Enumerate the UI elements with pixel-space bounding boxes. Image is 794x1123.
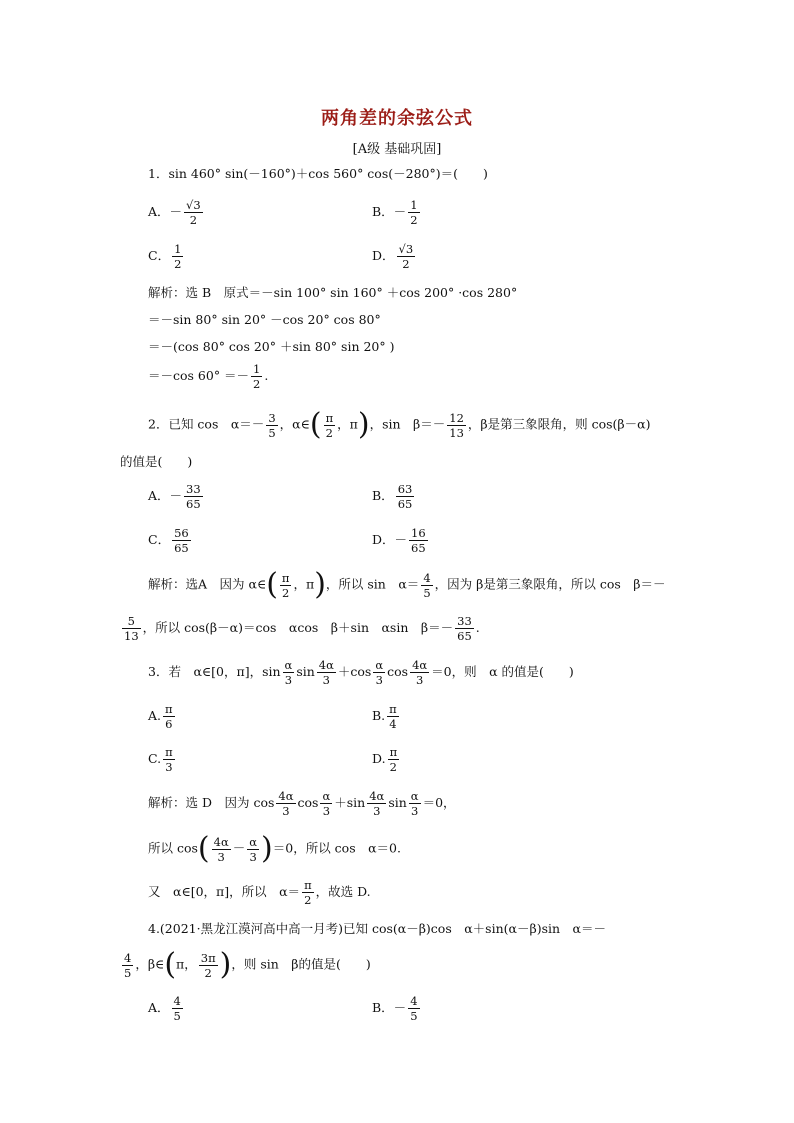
- fraction: [212, 835, 231, 864]
- numerator: 4α: [318, 658, 334, 672]
- numerator: π: [304, 878, 312, 892]
- option-label: C．: [148, 532, 171, 547]
- page-title: 两角差的余弦公式: [321, 108, 473, 129]
- text: ，sin β＝－: [369, 416, 446, 432]
- numerator: α: [284, 658, 293, 672]
- numerator: 4: [173, 994, 181, 1008]
- text: ，β∈: [135, 956, 165, 972]
- text: 又 α∈[0，π]，所以 α＝: [148, 884, 301, 899]
- question-2-stem-line-2: 的值是( ): [120, 454, 193, 469]
- fraction: [172, 526, 191, 555]
- numerator: π: [389, 745, 398, 759]
- fraction: [320, 789, 332, 818]
- q3-option-c: [148, 745, 177, 774]
- numerator: 4α: [278, 789, 294, 803]
- text: ，则 sin β的值是( ): [231, 956, 371, 972]
- text: ，因为 β是第三象限角，所以 cos β＝－: [434, 576, 666, 592]
- q2-solution-line-2: [120, 614, 480, 643]
- q1-option-c: [148, 242, 185, 271]
- fraction: [172, 242, 183, 271]
- q1-option-b: [372, 198, 422, 227]
- denominator: 2: [389, 760, 397, 774]
- text: 3．若 α∈[0，π]，sin: [148, 664, 281, 679]
- numerator: 1: [174, 242, 182, 256]
- fraction: [409, 526, 428, 555]
- denominator: 5: [124, 965, 132, 980]
- option-label: B．－: [372, 1000, 407, 1015]
- fraction: [266, 411, 277, 440]
- numerator: π: [165, 745, 173, 759]
- q1-solution-line-4: [148, 362, 268, 391]
- numerator: 33: [186, 482, 201, 496]
- q3-solution-line-2: [148, 831, 401, 866]
- numerator: 4α: [412, 658, 428, 672]
- paren-open: (: [197, 831, 210, 866]
- option-label: D．: [372, 248, 395, 263]
- denominator: 2: [204, 965, 212, 980]
- q3-option-b: [372, 702, 401, 731]
- fraction: [408, 994, 419, 1023]
- denominator: 2: [410, 213, 418, 227]
- text: π，: [176, 956, 197, 972]
- q1-solution-line-1: 解析：选 B 原式＝－sin 100° sin 160° ＋cos 200° ·cos 280°: [148, 285, 518, 300]
- option-label: B．－: [372, 204, 407, 219]
- q2-option-d: [372, 526, 430, 555]
- fraction: [199, 951, 218, 980]
- numerator: 33: [457, 614, 472, 628]
- q3-option-a: [148, 702, 177, 731]
- fraction: [172, 994, 183, 1023]
- text: ＝0，所以 cos α＝0.: [272, 840, 401, 856]
- denominator: 3: [322, 804, 331, 818]
- denominator: 2: [325, 425, 333, 440]
- numerator: 4: [423, 570, 431, 585]
- denominator: 3: [415, 673, 424, 687]
- denominator: 5: [268, 425, 276, 440]
- fraction: [408, 198, 419, 227]
- fraction: [455, 614, 474, 643]
- q3-solution-line-1: [148, 789, 456, 818]
- text: ＝0，则 α 的值是( ): [431, 664, 574, 679]
- denominator: 65: [174, 541, 189, 555]
- numerator: α: [375, 658, 384, 672]
- numerator: 4α: [213, 834, 229, 849]
- denominator: 5: [173, 1009, 181, 1023]
- denominator: 3: [249, 849, 257, 864]
- fraction: [302, 878, 314, 907]
- q4-option-b: [372, 994, 422, 1023]
- option-label: D.: [372, 751, 386, 766]
- denominator: 2: [304, 893, 312, 907]
- paren-close: ): [357, 407, 370, 442]
- q2-option-b: [372, 482, 416, 511]
- numerator: 12: [449, 410, 464, 425]
- numerator: 56: [174, 526, 189, 540]
- fraction: [388, 745, 400, 774]
- fraction: [409, 789, 421, 818]
- numerator: 16: [411, 526, 426, 540]
- section-subtitle: [A级 基础巩固]: [352, 142, 442, 157]
- numerator: 4α: [369, 789, 385, 803]
- numerator: 63: [397, 482, 413, 496]
- option-label: D．－: [372, 532, 408, 547]
- paren-open: (: [309, 407, 322, 442]
- denominator: 2: [402, 257, 410, 271]
- denominator: 13: [449, 425, 464, 440]
- text: .: [264, 368, 269, 383]
- numerator: 5: [122, 614, 141, 629]
- denominator: 2: [253, 377, 261, 391]
- numerator: α: [249, 834, 258, 849]
- denominator: 65: [397, 497, 413, 511]
- question-4-stem: 4.(2021·黑龙江漠河高中高一月考)已知 cos(α－β)cos α＋sin(α－β)sin α＝－: [148, 921, 606, 936]
- q4-option-a: [148, 994, 185, 1023]
- denominator: 13: [124, 629, 139, 643]
- fraction: [324, 411, 336, 440]
- numerator: √3: [186, 198, 201, 212]
- q1-solution-line-2: ＝－sin 80° sin 20° －cos 20° cos 80°: [148, 312, 381, 327]
- q3-solution-line-3: [148, 878, 371, 907]
- denominator: 5: [423, 585, 431, 600]
- text: cos: [387, 664, 409, 679]
- text: －: [232, 840, 246, 856]
- text: ，所以 sin α＝: [325, 576, 420, 592]
- option-label: B．: [372, 488, 394, 503]
- option-label: C.: [148, 751, 162, 766]
- denominator: 6: [165, 717, 173, 731]
- question-3-stem: [148, 658, 574, 687]
- numerator: 4: [124, 950, 132, 965]
- text: 解析：选A 因为 α∈: [148, 576, 267, 592]
- text: .: [475, 620, 480, 635]
- numerator: 1: [253, 362, 261, 376]
- fraction: [447, 411, 466, 440]
- numerator: √3: [398, 242, 414, 256]
- option-label: B.: [372, 708, 386, 723]
- question-4-stem-line-2: [120, 947, 371, 982]
- option-label: A．－: [148, 204, 183, 219]
- denominator: 3: [217, 849, 225, 864]
- numerator: π: [389, 702, 397, 716]
- fraction: [251, 362, 262, 391]
- denominator: 2: [174, 257, 182, 271]
- denominator: 3: [284, 673, 293, 687]
- q3-option-d: [372, 745, 401, 774]
- fraction: [317, 658, 336, 687]
- numerator: 4: [410, 994, 418, 1008]
- paren-open: (: [164, 947, 177, 982]
- fraction: [247, 835, 259, 864]
- denominator: 2: [282, 585, 290, 600]
- denominator: 3: [373, 804, 381, 818]
- fraction: [163, 745, 175, 774]
- fraction: [387, 702, 399, 731]
- denominator: 65: [457, 629, 472, 643]
- numerator: 1: [410, 198, 418, 212]
- fraction: [410, 658, 429, 687]
- text: 所以 cos: [148, 840, 198, 856]
- fraction: [184, 198, 203, 227]
- numerator: 3π: [200, 950, 216, 965]
- option-label: A．: [148, 1000, 170, 1015]
- numerator: π: [165, 702, 173, 716]
- fraction: [276, 789, 295, 818]
- denominator: 5: [410, 1009, 418, 1023]
- q2-option-a: [148, 482, 205, 511]
- option-label: A．－: [148, 488, 183, 503]
- paren-close: ): [314, 567, 326, 602]
- q2-option-c: [148, 526, 193, 555]
- numerator: 3: [268, 410, 276, 425]
- paren-open: (: [266, 567, 278, 602]
- option-label: C．: [148, 248, 171, 263]
- q2-solution-line-1: [148, 567, 666, 602]
- paren-close: ): [261, 831, 273, 866]
- fraction: [280, 571, 292, 600]
- paren-close: ): [219, 947, 232, 982]
- text: ＋sin: [334, 795, 366, 810]
- option-label: A.: [148, 708, 162, 723]
- text: ，α∈: [279, 416, 310, 432]
- text: 2．已知 cos α＝－: [148, 416, 265, 432]
- denominator: 65: [186, 497, 201, 511]
- text: ，π: [337, 416, 358, 432]
- fraction: [367, 789, 386, 818]
- fraction: [396, 482, 415, 511]
- question-1-stem: 1．sin 460° sin(－160°)＋cos 560° cos(－280°)＝( ): [148, 166, 488, 181]
- q1-option-d: [372, 242, 417, 271]
- q1-solution-line-3: ＝－(cos 80° cos 20° ＋sin 80° sin 20° ): [148, 339, 395, 354]
- text: ＋cos: [337, 664, 372, 679]
- numerator: π: [281, 570, 290, 585]
- text: ＝0，: [422, 795, 456, 810]
- denominator: 2: [189, 213, 198, 227]
- fraction: [122, 614, 141, 643]
- text: ，所以 cos(β－α)＝cos αcos β＋sin αsin β＝－: [142, 620, 454, 635]
- text: ，β是第三象限角，则 cos(β－α): [467, 416, 651, 432]
- denominator: 3: [322, 673, 330, 687]
- denominator: 3: [375, 673, 383, 687]
- fraction: [122, 951, 133, 980]
- text: 解析：选 D 因为 cos: [148, 795, 275, 810]
- numerator: α: [322, 789, 331, 803]
- denominator: 3: [411, 804, 419, 818]
- numerator: α: [410, 789, 419, 803]
- fraction: [373, 658, 385, 687]
- q1-option-a: [148, 198, 205, 227]
- text: ＝－cos 60° ＝－: [148, 368, 250, 383]
- text: ，π: [293, 576, 315, 592]
- text: sin: [296, 664, 315, 679]
- numerator: π: [325, 410, 334, 425]
- text: cos: [297, 795, 319, 810]
- question-2-stem: [148, 407, 651, 442]
- fraction: [184, 482, 203, 511]
- fraction: [283, 658, 295, 687]
- fraction: [397, 242, 416, 271]
- fraction: [163, 702, 175, 731]
- denominator: 3: [282, 804, 290, 818]
- text: ，故选 D.: [315, 884, 371, 899]
- denominator: 4: [389, 717, 397, 731]
- denominator: 65: [411, 541, 426, 555]
- text: sin: [388, 795, 407, 810]
- fraction: [421, 571, 432, 600]
- denominator: 3: [165, 760, 173, 774]
